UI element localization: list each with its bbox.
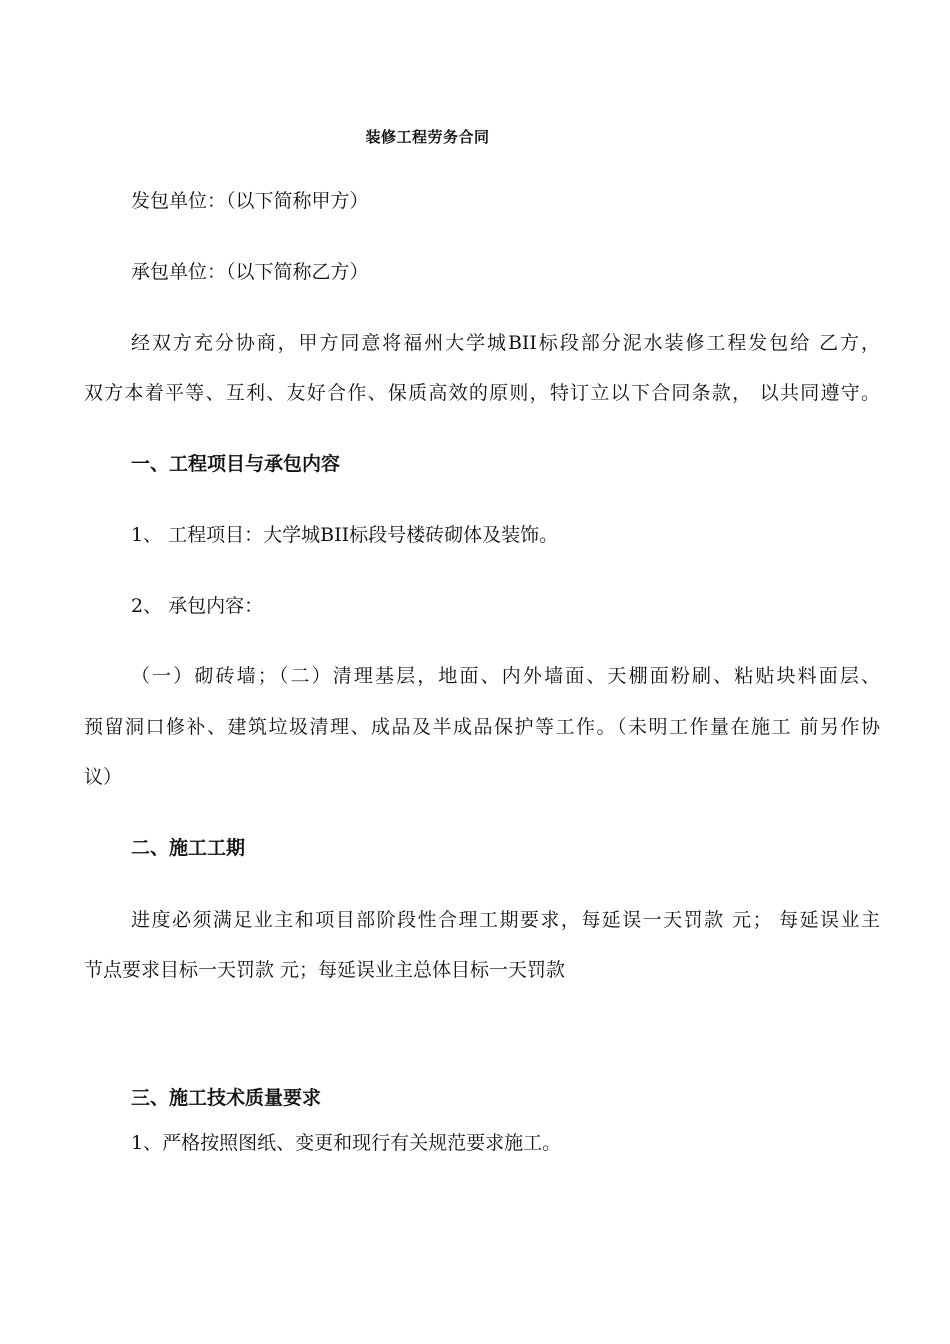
section-1-item-2: 2、 承包内容： [131,595,264,617]
intro-line-2: 双方本着平等、互利、友好合作、保质高效的原则，特订立以下合同条款， 以共同遵守。 [84,382,880,404]
content-line-1: （一）砌砖墙；（二）清理基层，地面、内外墙面、天棚面粉刷、粘贴块料面层、 [131,665,880,687]
intro-line-1: 经双方充分协商，甲方同意将福州大学城BII标段部分泥水装修工程发包给 乙方， [131,332,880,354]
content-line-3: 议） [84,766,123,788]
content-line-2: 预留洞口修补、建筑垃圾清理、成品及半成品保护等工作。（未明工作量在施工 前另作协 [84,716,880,738]
contract-title: 装修工程劳务合同 [365,128,490,146]
section-3-heading: 三、施工技术质量要求 [131,1087,322,1109]
schedule-line-1: 进度必须满足业主和项目部阶段性合理工期要求，每延误一天罚款 元； 每延误业主 [131,909,880,931]
party-a-line: 发包单位：（以下简称甲方） [131,190,369,212]
section-2-heading: 二、施工工期 [131,837,246,859]
party-b-line: 承包单位：（以下简称乙方） [131,261,369,283]
section-3-item-1: 1、严格按照图纸、变更和现行有关规范要求施工。 [131,1132,562,1154]
section-1-item-1: 1、 工程项目：大学城BII标段号楼砖砌体及装饰。 [131,524,559,546]
schedule-line-2: 节点要求目标一天罚款 元；每延误业主总体目标一天罚款 [84,959,566,981]
section-1-heading: 一、工程项目与承包内容 [131,453,341,475]
